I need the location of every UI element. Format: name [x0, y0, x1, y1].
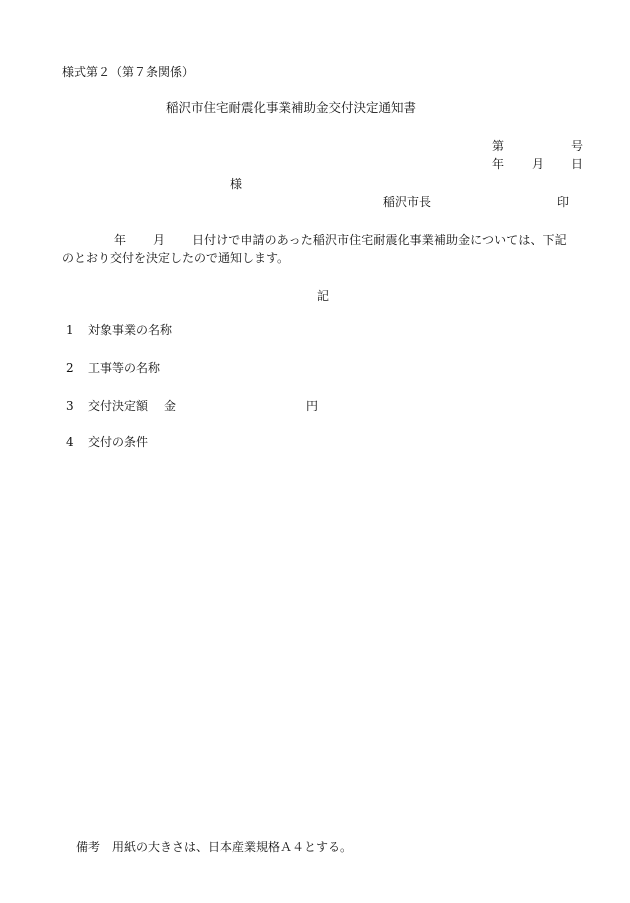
ki-heading: 記	[317, 289, 330, 303]
date-day-label: 日	[571, 157, 584, 171]
body-text-line1: 日付けで申請のあった稲沢市住宅耐震化事業補助金については、下記	[192, 233, 567, 247]
item-label: 交付の条件	[88, 435, 149, 449]
addressee-honorific: 様	[230, 177, 243, 191]
form-number: 様式第２（第７条関係）	[62, 65, 195, 79]
date-year-label: 年	[492, 157, 505, 171]
date-month-label: 月	[532, 157, 545, 171]
item-number: 1	[66, 323, 74, 337]
amount-unit: 円	[306, 399, 319, 413]
document-title: 稲沢市住宅耐震化事業補助金交付決定通知書	[166, 100, 417, 115]
document-number-suffix: 号	[571, 139, 584, 153]
remarks-note: 備考 用紙の大きさは、日本産業規格Ａ４とする。	[76, 840, 353, 854]
item-label: 交付決定額	[88, 399, 149, 413]
document-number-prefix: 第	[492, 139, 505, 153]
item-number: 2	[66, 361, 74, 375]
amount-prefix: 金	[164, 399, 177, 413]
seal-mark: 印	[557, 195, 570, 209]
item-label: 対象事業の名称	[88, 323, 173, 337]
item-label: 工事等の名称	[88, 361, 161, 375]
body-month-label: 月	[153, 233, 166, 247]
item-number: 3	[66, 399, 74, 413]
sender-name: 稲沢市長	[383, 195, 432, 209]
body-year-label: 年	[114, 233, 127, 247]
item-number: 4	[66, 435, 74, 449]
body-text-line2: のとおり交付を決定したので通知します。	[62, 251, 290, 265]
